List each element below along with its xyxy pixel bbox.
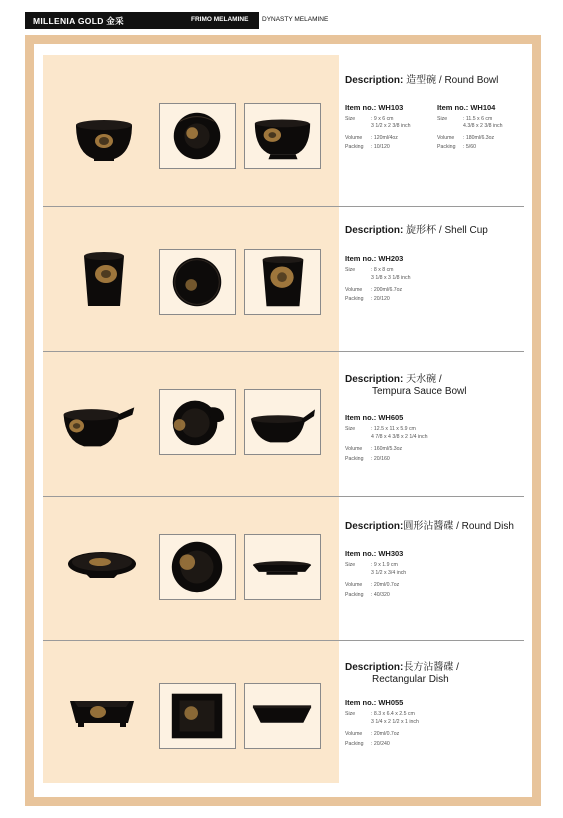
product-description-line2: Tempura Sauce Bowl: [372, 386, 467, 397]
item-packing: Packing : 20/240: [345, 741, 390, 747]
tab-dynasty-melamine[interactable]: DYNASTY MELAMINE: [262, 16, 329, 23]
tempura-bowl-side-image-2: [244, 389, 321, 455]
round-bowl-top-image: [159, 103, 236, 169]
round-dish-side-image: [62, 534, 142, 600]
item-packing: Packing : 20/120: [345, 296, 390, 302]
item-size-inch: 4.3/8 x 2 3/8 inch: [463, 123, 503, 129]
item-size: Size : 9 x 1.9 cm: [345, 562, 398, 568]
item-number: Item no.: WH605: [345, 413, 404, 422]
round-dish-top-image: [159, 534, 236, 600]
row-divider: [43, 206, 524, 207]
tempura-bowl-side-image: [58, 392, 138, 458]
item-packing: Packing : 5/60: [437, 144, 476, 150]
shell-cup-top-image: [159, 249, 236, 315]
tempura-bowl-top-image: [159, 389, 236, 455]
item-size: Size : 9 x 6 cm: [345, 116, 394, 122]
item-volume: Volume : 20ml/0.7oz: [345, 731, 400, 737]
item-size-inch: 4 7/8 x 4 3/8 x 2 1/4 inch: [371, 434, 428, 440]
shell-cup-side-image: [64, 248, 144, 314]
item-size-inch: 3 1/4 x 2 1/2 x 1 inch: [371, 719, 419, 725]
item-number: Item no.: WH104: [437, 103, 496, 112]
item-size: Size : 8 x 8 cm: [345, 267, 394, 273]
item-size-inch: 3 1/8 x 3 1/8 inch: [371, 275, 411, 281]
rectangular-dish-top-image: [159, 683, 236, 749]
item-size: Size : 12.5 x 11 x 5.9 cm: [345, 426, 416, 432]
item-volume: Volume : 200ml/6.7oz: [345, 287, 403, 293]
item-volume: Volume : 180ml/6.3oz: [437, 135, 495, 141]
item-volume: Volume : 160ml/5.3oz: [345, 446, 403, 452]
round-bowl-side-image: [64, 103, 144, 169]
product-description: Description:圓形沾醬碟 / Round Dish: [345, 521, 514, 532]
product-description: Description: 天水碗 /: [345, 374, 442, 385]
round-dish-side-image-2: [244, 534, 321, 600]
description-label: Description:: [345, 75, 404, 86]
item-number: Item no.: WH055: [345, 698, 404, 707]
row-divider: [43, 640, 524, 641]
description-value: 造型碗 / Round Bowl: [403, 75, 499, 86]
item-volume: Volume : 120ml/4oz: [345, 135, 398, 141]
item-packing: Packing : 40/320: [345, 592, 390, 598]
item-number: Item no.: WH103: [345, 103, 404, 112]
brand-title: MILLENIA GOLD 金采: [33, 16, 124, 26]
rectangular-dish-side-image-2: [244, 683, 321, 749]
product-description-line2: Rectangular Dish: [372, 674, 449, 685]
row-divider: [43, 351, 524, 352]
item-size-inch: 3 1/2 x 2 3/8 inch: [371, 123, 411, 129]
row-divider: [43, 496, 524, 497]
shell-cup-side-image-2: [244, 249, 321, 315]
item-packing: Packing : 10/120: [345, 144, 390, 150]
item-size-inch: 3 1/2 x 3/4 inch: [371, 570, 407, 576]
round-bowl-side-image-2: [244, 103, 321, 169]
item-size: Size : 8.3 x 6.4 x 2.5 cm: [345, 711, 415, 717]
product-description: Description:長方沾醬碟 /: [345, 662, 459, 673]
item-number: Item no.: WH203: [345, 254, 404, 263]
item-packing: Packing : 20/160: [345, 456, 390, 462]
rectangular-dish-side-image: [62, 683, 142, 749]
tab-frimo-melamine[interactable]: FRIMO MELAMINE: [191, 16, 249, 23]
item-number: Item no.: WH303: [345, 549, 404, 558]
product-description: Description: 旋形杯 / Shell Cup: [345, 225, 488, 236]
product-description: [345, 75, 498, 87]
item-size: Size : 11.5 x 6 cm: [437, 116, 493, 122]
item-volume: Volume : 20ml/0.7oz: [345, 582, 400, 588]
